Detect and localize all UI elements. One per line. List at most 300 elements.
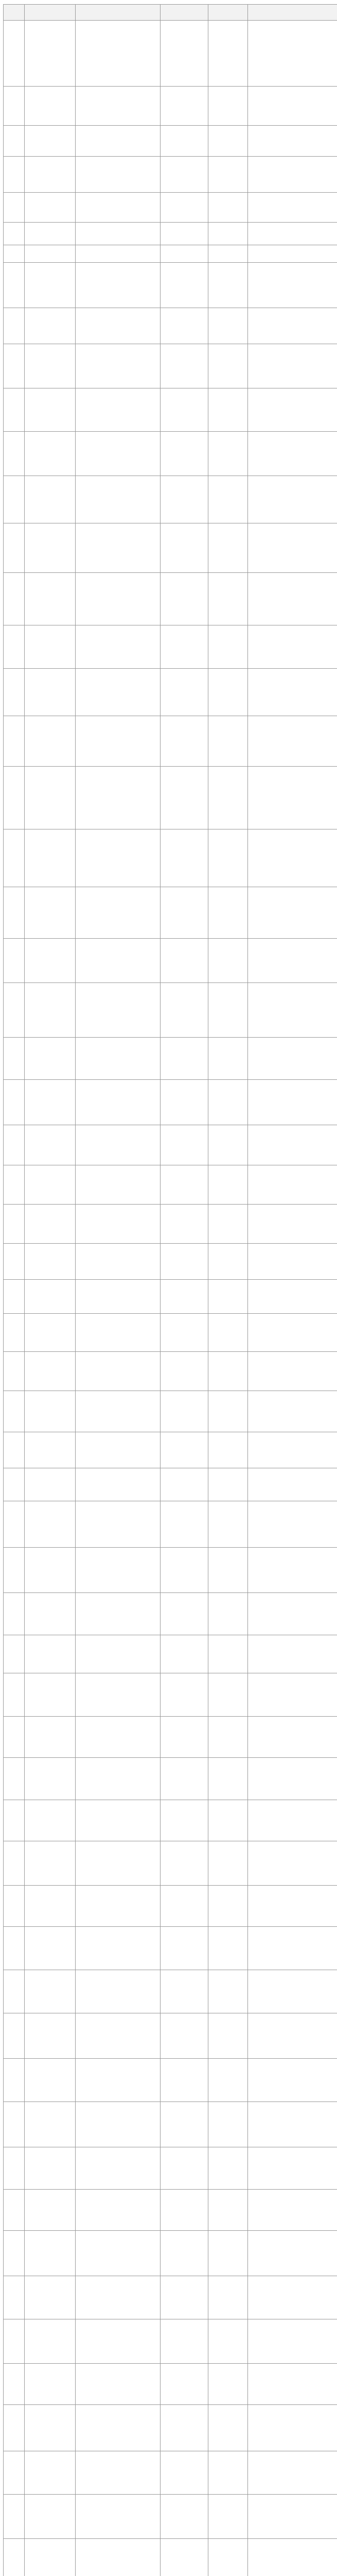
cell-index [4, 1205, 25, 1244]
cell-item-name [25, 1244, 76, 1280]
cell-department [161, 1038, 208, 1080]
table-row [4, 887, 337, 939]
cell-department [161, 2451, 208, 2495]
cell-department [161, 1635, 208, 1673]
header-row [4, 5, 337, 21]
cell-item-name [25, 625, 76, 669]
cell-basis [76, 193, 161, 223]
table-row [4, 2013, 337, 2059]
cell-basis [76, 1886, 161, 1927]
table-row [4, 308, 337, 344]
cell-form [208, 2059, 248, 2102]
cell-item-name [25, 1314, 76, 1352]
cell-index [4, 1244, 25, 1280]
cell-index [4, 1927, 25, 1970]
requirements-table [3, 4, 337, 2576]
header-department [161, 5, 208, 21]
cell-department [161, 1391, 208, 1432]
cell-form [208, 2451, 248, 2495]
cell-index [4, 1468, 25, 1501]
cell-notes [248, 2276, 337, 2319]
cell-index [4, 2147, 25, 2190]
cell-item-name [25, 716, 76, 767]
cell-department [161, 2059, 208, 2102]
cell-department [161, 1205, 208, 1244]
cell-basis [76, 1970, 161, 2013]
cell-index [4, 126, 25, 157]
cell-item-name [25, 887, 76, 939]
cell-basis [76, 476, 161, 523]
cell-notes [248, 2190, 337, 2231]
cell-index [4, 1038, 25, 1080]
cell-item-name [25, 523, 76, 573]
table-row [4, 1205, 337, 1244]
header-index [4, 5, 25, 21]
cell-notes [248, 1927, 337, 1970]
cell-department [161, 2147, 208, 2190]
cell-index [4, 2190, 25, 2231]
cell-notes [248, 1038, 337, 1080]
table-row [4, 1970, 337, 2013]
cell-notes [248, 573, 337, 625]
cell-notes [248, 2319, 337, 2364]
cell-form [208, 1927, 248, 1970]
table-row [4, 2364, 337, 2405]
cell-basis [76, 2364, 161, 2405]
cell-index [4, 245, 25, 263]
cell-form [208, 2102, 248, 2147]
cell-notes [248, 388, 337, 432]
cell-form [208, 1800, 248, 1841]
cell-notes [248, 2539, 337, 2576]
cell-index [4, 1501, 25, 1548]
cell-notes [248, 2102, 337, 2147]
cell-basis [76, 2231, 161, 2276]
table-row [4, 1758, 337, 1800]
cell-notes [248, 1635, 337, 1673]
cell-index [4, 1352, 25, 1391]
cell-department [161, 21, 208, 87]
table-row [4, 2102, 337, 2147]
cell-form [208, 1280, 248, 1314]
cell-basis [76, 432, 161, 476]
cell-item-name [25, 1080, 76, 1125]
cell-notes [248, 1205, 337, 1244]
cell-index [4, 716, 25, 767]
cell-item-name [25, 2319, 76, 2364]
cell-form [208, 1314, 248, 1352]
cell-notes [248, 223, 337, 245]
cell-form [208, 1886, 248, 1927]
cell-basis [76, 2405, 161, 2451]
cell-form [208, 1758, 248, 1800]
cell-item-name [25, 126, 76, 157]
cell-item-name [25, 1391, 76, 1432]
cell-notes [248, 1165, 337, 1205]
cell-item-name [25, 573, 76, 625]
cell-notes [248, 669, 337, 716]
table-row [4, 2495, 337, 2539]
cell-form [208, 1432, 248, 1468]
cell-item-name [25, 2147, 76, 2190]
table-row [4, 829, 337, 887]
cell-item-name [25, 432, 76, 476]
cell-basis [76, 2276, 161, 2319]
table-row [4, 1886, 337, 1927]
cell-basis [76, 669, 161, 716]
cell-department [161, 2013, 208, 2059]
cell-department [161, 625, 208, 669]
cell-index [4, 1673, 25, 1717]
cell-department [161, 432, 208, 476]
cell-index [4, 2231, 25, 2276]
cell-item-name [25, 2495, 76, 2539]
cell-department [161, 1468, 208, 1501]
cell-basis [76, 21, 161, 87]
cell-department [161, 2190, 208, 2231]
cell-index [4, 625, 25, 669]
cell-basis [76, 344, 161, 388]
cell-item-name [25, 245, 76, 263]
cell-item-name [25, 2451, 76, 2495]
cell-index [4, 2319, 25, 2364]
cell-notes [248, 1280, 337, 1314]
cell-index [4, 2539, 25, 2576]
cell-department [161, 344, 208, 388]
cell-form [208, 157, 248, 193]
cell-department [161, 716, 208, 767]
cell-notes [248, 157, 337, 193]
cell-basis [76, 1673, 161, 1717]
cell-basis [76, 1548, 161, 1593]
cell-item-name [25, 2405, 76, 2451]
cell-department [161, 1758, 208, 1800]
table-row [4, 625, 337, 669]
table-row [4, 2405, 337, 2451]
cell-department [161, 87, 208, 126]
table-row [4, 223, 337, 245]
cell-index [4, 344, 25, 388]
cell-department [161, 2539, 208, 2576]
cell-form [208, 669, 248, 716]
cell-department [161, 573, 208, 625]
table-row [4, 1800, 337, 1841]
cell-notes [248, 1468, 337, 1501]
cell-item-name [25, 2190, 76, 2231]
cell-form [208, 87, 248, 126]
cell-index [4, 1125, 25, 1165]
cell-notes [248, 344, 337, 388]
cell-index [4, 1080, 25, 1125]
cell-item-name [25, 1280, 76, 1314]
table-row [4, 2147, 337, 2190]
cell-notes [248, 1244, 337, 1280]
cell-basis [76, 1841, 161, 1886]
table-row [4, 1432, 337, 1468]
cell-notes [248, 126, 337, 157]
cell-form [208, 1352, 248, 1391]
cell-form [208, 2013, 248, 2059]
cell-item-name [25, 223, 76, 245]
cell-basis [76, 1244, 161, 1280]
cell-index [4, 2059, 25, 2102]
cell-basis [76, 2190, 161, 2231]
cell-basis [76, 1927, 161, 1970]
cell-department [161, 2102, 208, 2147]
cell-index [4, 87, 25, 126]
cell-form [208, 476, 248, 523]
cell-form [208, 21, 248, 87]
cell-notes [248, 939, 337, 983]
cell-department [161, 2405, 208, 2451]
cell-department [161, 1927, 208, 1970]
table-row [4, 388, 337, 432]
cell-department [161, 2319, 208, 2364]
cell-form [208, 573, 248, 625]
cell-department [161, 2364, 208, 2405]
cell-form [208, 2539, 248, 2576]
cell-item-name [25, 983, 76, 1038]
cell-department [161, 193, 208, 223]
cell-basis [76, 767, 161, 829]
cell-item-name [25, 308, 76, 344]
cell-basis [76, 388, 161, 432]
cell-notes [248, 1352, 337, 1391]
cell-department [161, 1080, 208, 1125]
cell-department [161, 1970, 208, 2013]
cell-item-name [25, 1352, 76, 1391]
cell-notes [248, 245, 337, 263]
cell-department [161, 1673, 208, 1717]
table-row [4, 157, 337, 193]
cell-form [208, 388, 248, 432]
cell-form [208, 308, 248, 344]
cell-item-name [25, 1886, 76, 1927]
cell-index [4, 2102, 25, 2147]
cell-form [208, 2319, 248, 2364]
cell-item-name [25, 939, 76, 983]
cell-index [4, 983, 25, 1038]
table-header [4, 5, 337, 21]
table-row [4, 983, 337, 1038]
cell-item-name [25, 2231, 76, 2276]
cell-department [161, 1800, 208, 1841]
cell-basis [76, 829, 161, 887]
cell-basis [76, 1352, 161, 1391]
cell-basis [76, 983, 161, 1038]
cell-basis [76, 887, 161, 939]
cell-basis [76, 1038, 161, 1080]
cell-item-name [25, 1548, 76, 1593]
cell-basis [76, 245, 161, 263]
cell-form [208, 2231, 248, 2276]
cell-notes [248, 2495, 337, 2539]
cell-index [4, 887, 25, 939]
cell-notes [248, 1593, 337, 1635]
cell-item-name [25, 1165, 76, 1205]
table-row [4, 1841, 337, 1886]
cell-notes [248, 1314, 337, 1352]
header-basis [76, 5, 161, 21]
cell-index [4, 1841, 25, 1886]
cell-notes [248, 263, 337, 308]
cell-index [4, 308, 25, 344]
cell-form [208, 1038, 248, 1080]
table-row [4, 245, 337, 263]
cell-notes [248, 1800, 337, 1841]
cell-form [208, 193, 248, 223]
table-row [4, 126, 337, 157]
cell-form [208, 344, 248, 388]
cell-item-name [25, 263, 76, 308]
cell-item-name [25, 1635, 76, 1673]
cell-department [161, 1501, 208, 1548]
cell-form [208, 1244, 248, 1280]
cell-index [4, 2495, 25, 2539]
cell-basis [76, 1165, 161, 1205]
table-row [4, 1635, 337, 1673]
cell-department [161, 767, 208, 829]
cell-form [208, 2364, 248, 2405]
cell-index [4, 263, 25, 308]
cell-notes [248, 1501, 337, 1548]
cell-notes [248, 829, 337, 887]
cell-form [208, 1468, 248, 1501]
cell-item-name [25, 1841, 76, 1886]
cell-notes [248, 2147, 337, 2190]
cell-notes [248, 432, 337, 476]
table-row [4, 2539, 337, 2576]
table-row [4, 2276, 337, 2319]
cell-index [4, 669, 25, 716]
cell-notes [248, 625, 337, 669]
cell-index [4, 523, 25, 573]
cell-form [208, 939, 248, 983]
cell-basis [76, 2013, 161, 2059]
cell-item-name [25, 2059, 76, 2102]
cell-department [161, 263, 208, 308]
cell-department [161, 1717, 208, 1758]
cell-item-name [25, 1125, 76, 1165]
table-row [4, 573, 337, 625]
cell-basis [76, 716, 161, 767]
cell-notes [248, 1548, 337, 1593]
cell-index [4, 2276, 25, 2319]
cell-department [161, 1244, 208, 1280]
table-row [4, 939, 337, 983]
table-row [4, 476, 337, 523]
cell-basis [76, 1635, 161, 1673]
cell-item-name [25, 2102, 76, 2147]
cell-index [4, 1593, 25, 1635]
cell-department [161, 157, 208, 193]
cell-basis [76, 1593, 161, 1635]
cell-notes [248, 193, 337, 223]
cell-notes [248, 2231, 337, 2276]
cell-item-name [25, 1927, 76, 1970]
cell-item-name [25, 1432, 76, 1468]
cell-form [208, 1841, 248, 1886]
table-row [4, 523, 337, 573]
cell-item-name [25, 1673, 76, 1717]
header-form [208, 5, 248, 21]
cell-index [4, 1391, 25, 1432]
cell-item-name [25, 1205, 76, 1244]
cell-item-name [25, 21, 76, 87]
cell-form [208, 1593, 248, 1635]
cell-basis [76, 2451, 161, 2495]
cell-notes [248, 1841, 337, 1886]
cell-basis [76, 308, 161, 344]
cell-index [4, 573, 25, 625]
table-row [4, 1244, 337, 1280]
cell-basis [76, 263, 161, 308]
cell-basis [76, 2539, 161, 2576]
table-row [4, 1468, 337, 1501]
cell-notes [248, 2059, 337, 2102]
cell-notes [248, 2451, 337, 2495]
table-row [4, 2319, 337, 2364]
cell-department [161, 126, 208, 157]
cell-department [161, 887, 208, 939]
cell-basis [76, 2059, 161, 2102]
cell-item-name [25, 344, 76, 388]
cell-basis [76, 1800, 161, 1841]
cell-index [4, 193, 25, 223]
cell-notes [248, 1673, 337, 1717]
cell-department [161, 388, 208, 432]
cell-notes [248, 1125, 337, 1165]
table-row [4, 1501, 337, 1548]
cell-notes [248, 308, 337, 344]
cell-form [208, 829, 248, 887]
table-row [4, 767, 337, 829]
cell-department [161, 476, 208, 523]
cell-basis [76, 1205, 161, 1244]
cell-item-name [25, 1468, 76, 1501]
table-row [4, 87, 337, 126]
cell-department [161, 1125, 208, 1165]
cell-form [208, 983, 248, 1038]
cell-department [161, 669, 208, 716]
cell-item-name [25, 1758, 76, 1800]
cell-item-name [25, 193, 76, 223]
cell-form [208, 2495, 248, 2539]
cell-form [208, 126, 248, 157]
cell-notes [248, 1970, 337, 2013]
table-row [4, 1080, 337, 1125]
cell-basis [76, 1080, 161, 1125]
cell-department [161, 523, 208, 573]
cell-form [208, 767, 248, 829]
cell-department [161, 1886, 208, 1927]
cell-index [4, 1280, 25, 1314]
cell-notes [248, 716, 337, 767]
cell-notes [248, 87, 337, 126]
cell-notes [248, 476, 337, 523]
cell-basis [76, 223, 161, 245]
cell-index [4, 223, 25, 245]
cell-department [161, 1841, 208, 1886]
cell-item-name [25, 157, 76, 193]
cell-department [161, 939, 208, 983]
cell-index [4, 1758, 25, 1800]
cell-department [161, 1314, 208, 1352]
cell-index [4, 1548, 25, 1593]
table-row [4, 1165, 337, 1205]
cell-basis [76, 2495, 161, 2539]
cell-form [208, 625, 248, 669]
